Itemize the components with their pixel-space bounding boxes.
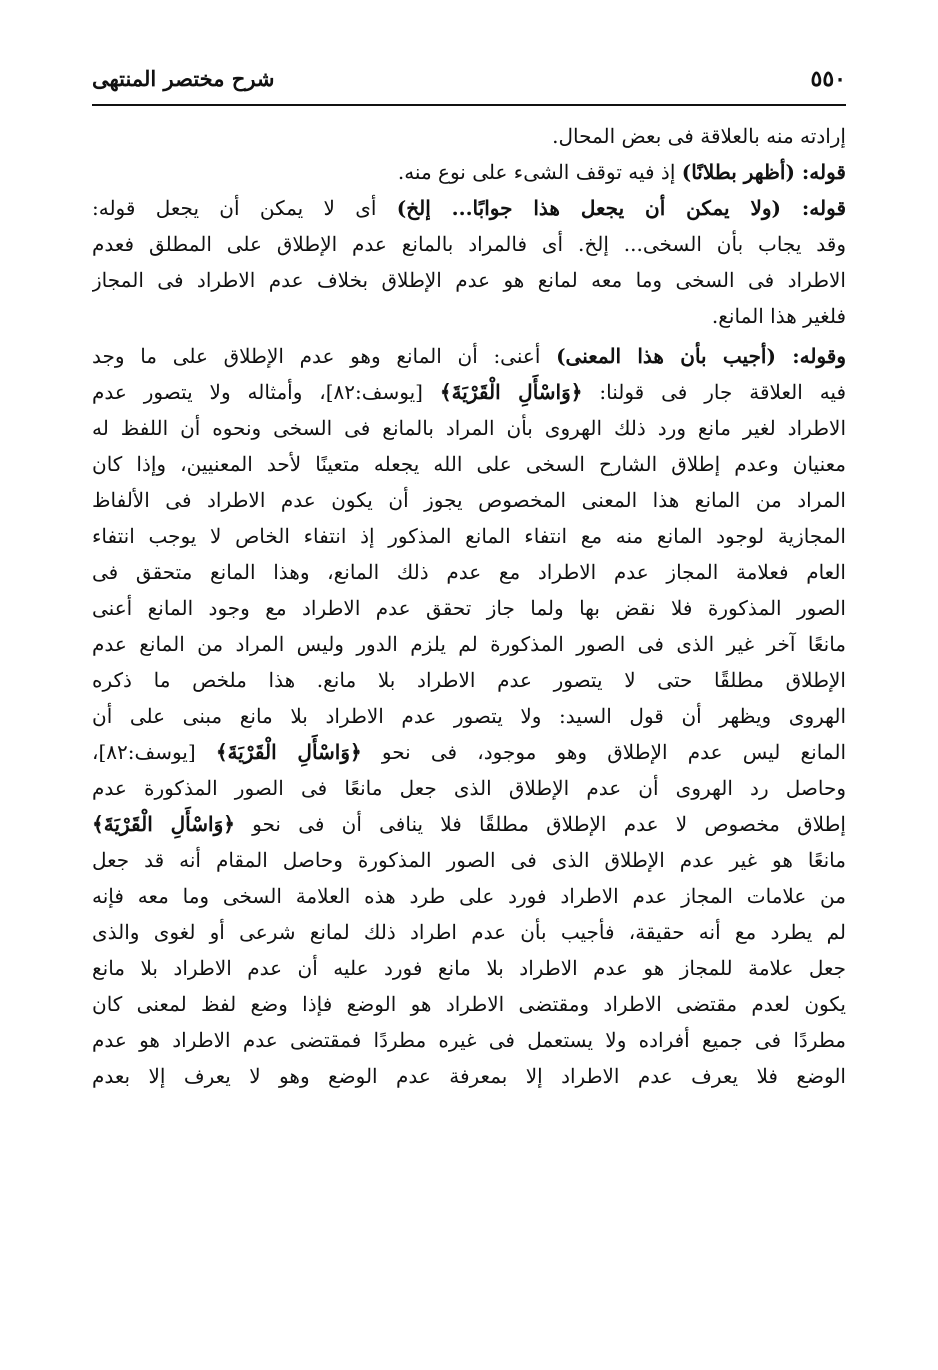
text-line: وقوله: (أجيب بأن هذا المعنى) أعنى: أن المانع وهو عدم الإطلاق على ما وجد bbox=[92, 344, 846, 368]
text-line: مانعًا آخر غير الذى فى الصور المذكورة لم يلزم الدور وليس المراد من المانع عدم bbox=[92, 632, 846, 656]
text-line: المجازية لوجود المانع منه مع انتفاء المانع المذكور إذ انتفاء الخاص لا يوجب انتفاء bbox=[92, 524, 846, 548]
text-line: فيه العلاقة جار فى قولنا: ﴿وَاسْأَلِ الْقَرْيَةَ﴾ [يوسف:٨٢]، وأمثاله ولا يتصور عدم bbox=[92, 380, 846, 404]
text-line: الإطلاق مطلقًا حتى لا يتصور عدم الاطراد بلا مانع. هذا ملخص ما ذكره bbox=[92, 668, 846, 692]
text-line: الوضع فلا يعرف عدم الاطراد إلا بمعرفة عدم الوضع وهو لا يعرف إلا بعدم bbox=[92, 1064, 846, 1088]
text-line: الصور المذكورة فلا نقض بها ولما جاز تحقق عدم الاطراد مع وجود المانع أعنى bbox=[92, 596, 846, 620]
text-line: يكون لعدم مقتضى الاطراد ومقتضى الاطراد هو الوضع فإذا وضع لفظ لمعنى كان bbox=[92, 992, 846, 1016]
text-line: إرادته منه بالعلاقة فى بعض المحال. bbox=[552, 124, 846, 148]
text-line: وحاصل رد الهروى أن عدم الإطلاق الذى جعل مانعًا فى الصور المذكورة عدم bbox=[92, 776, 846, 800]
text-line: فلغير هذا المانع. bbox=[711, 304, 846, 328]
running-title: شرح مختصر المنتهى bbox=[92, 66, 275, 91]
text-line: قوله: (ولا يمكن أن يجعل هذا جوابًا... إلخ) أى لا يمكن أن يجعل قوله: bbox=[92, 196, 846, 220]
body-text bbox=[92, 118, 846, 1094]
text-line: لم يطرد مع أنه حقيقة، فأجيب بأن عدم اطراد ذلك لمانع شرعى أو لغوى والذى bbox=[92, 920, 846, 944]
text-line: جعل علامة للمجاز هو عدم الاطراد بلا مانع فورد عليه أن عدم الاطراد بلا مانع bbox=[92, 956, 846, 980]
text-line: الاطراد لغير مانع ورد ذلك الهروى بأن المراد بالمانع فى السخى ونحوه أن اللفظ له bbox=[92, 416, 846, 440]
text-line: الاطراد فى السخى وما معه لمانع هو عدم الإطلاق بخلاف عدم الاطراد فى المجاز bbox=[92, 268, 846, 292]
text-line: العام فعلامة المجاز عدم الاطراد مع عدم ذلك المانع، وهذا المانع متحقق فى bbox=[92, 560, 846, 584]
text-line: قوله: (أظهر بطلانًا) إذ فيه توقف الشىء على نوع منه. bbox=[397, 160, 846, 184]
header-rule bbox=[92, 104, 846, 106]
page-number: ٥٥٠ bbox=[810, 66, 846, 92]
text-line: المانع ليس عدم الإطلاق وهو موجود، فى نحو ﴿وَاسْأَلِ الْقَرْيَةَ﴾ [يوسف:٨٢]، bbox=[92, 740, 846, 764]
running-head bbox=[92, 62, 846, 102]
text-line: معنيان وعدم إطلاق الشارح السخى على الله يجعله متعينًا لأحد المعنيين، وإذا كان bbox=[92, 452, 846, 476]
text-line: الهروى ويظهر أن قول السيد: ولا يتصور عدم الاطراد بلا مانع مبنى على أن bbox=[92, 704, 846, 728]
text-line: وقد يجاب بأن السخى... إلخ. أى فالمراد بالمانع عدم الإطلاق على المطلق فعدم bbox=[92, 232, 846, 256]
text-line: مانعًا هو غير عدم الإطلاق الذى فى الصور المذكورة وحاصل المقام أنه قد جعل bbox=[92, 848, 846, 872]
text-line: من علامات المجاز عدم الاطراد فورد على طرد هذه العلامة السخى وما معه فإنه bbox=[92, 884, 846, 908]
text-line: إطلاق مخصوص لا عدم الإطلاق مطلقًا فلا ينافى أن فى نحو ﴿وَاسْأَلِ الْقَرْيَةَ﴾ bbox=[92, 812, 846, 836]
text-line: مطردًا فى جميع أفراده ولا يستعمل فى غيره مطردًا فمقتضى عدم الاطراد هو عدم bbox=[92, 1028, 846, 1052]
text-line: المراد من المانع هذا المعنى المخصوص يجوز أن يكون عدم الاطراد فى الألفاظ bbox=[92, 488, 846, 512]
